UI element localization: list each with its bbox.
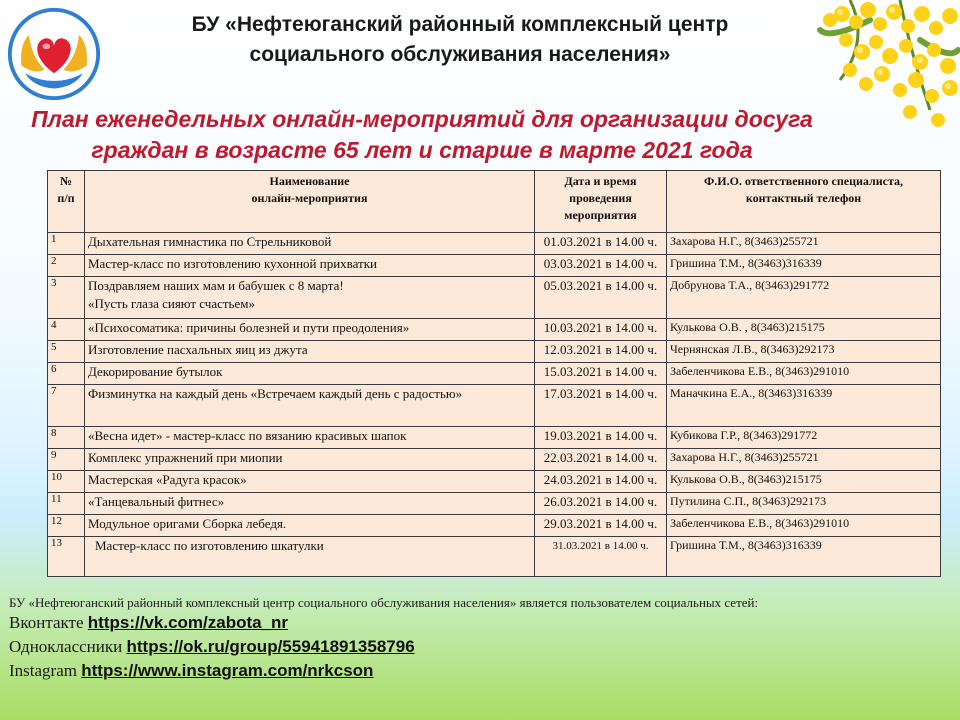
row-num: 8 <box>48 427 85 449</box>
header-date-line3: мероприятия <box>564 208 637 222</box>
table-row <box>48 493 941 515</box>
header-num-line1: № <box>59 174 73 188</box>
row-event-name: Дыхательная гимнастика по Стрельниковой <box>85 233 535 255</box>
table-header-row <box>48 171 941 233</box>
row-event-name: Комплекс упражнений при миопии <box>85 449 535 471</box>
row-event-name: Мастерская «Радуга красок» <box>85 471 535 493</box>
row-event-name: Мастер-класс по изготовлению шкатулки <box>85 537 535 577</box>
table-row <box>48 277 941 319</box>
row-num: 3 <box>48 277 85 319</box>
row-num: 9 <box>48 449 85 471</box>
header-num <box>48 171 85 233</box>
vk-line <box>9 611 879 635</box>
header-date-line1: Дата и время <box>564 174 637 188</box>
plan-title-line1: План еженедельных онлайн-мероприятий для организации досуга <box>31 106 813 132</box>
header-name-line2: онлайн-мероприятия <box>251 191 368 205</box>
table-row <box>48 341 941 363</box>
organization-title <box>110 10 810 70</box>
organization-logo <box>6 6 102 102</box>
events-table <box>47 170 941 577</box>
row-responsible: Добрунова Т.А., 8(3463)291772 <box>667 277 941 319</box>
social-networks-note: БУ «Нефтеюганский районный комплексный центр социального обслуживания населения» является пользователем социальных сетей: <box>9 595 759 610</box>
table-row <box>48 449 941 471</box>
row-date: 31.03.2021 в 14.00 ч. <box>535 537 667 577</box>
instagram-line <box>9 659 879 683</box>
row-date: 19.03.2021 в 14.00 ч. <box>535 427 667 449</box>
plan-title <box>0 104 844 166</box>
row-num: 6 <box>48 363 85 385</box>
row-responsible: Путилина С.П., 8(3463)292173 <box>667 493 941 515</box>
vk-label: Вконтакте <box>9 613 84 632</box>
header-date <box>535 171 667 233</box>
header-date-line2: проведения <box>569 191 632 205</box>
row-responsible: Гришина Т.М., 8(3463)316339 <box>667 255 941 277</box>
row-event-name: Изготовление пасхальных яиц из джута <box>85 341 535 363</box>
row-num: 10 <box>48 471 85 493</box>
row-responsible: Кубикова Г.Р., 8(3463)291772 <box>667 427 941 449</box>
row-num: 13 <box>48 537 85 577</box>
instagram-label: Instagram <box>9 661 77 680</box>
table-row <box>48 515 941 537</box>
vk-link[interactable]: https://vk.com/zabota_nr <box>87 613 289 632</box>
row-responsible: Гришина Т.М., 8(3463)316339 <box>667 537 941 577</box>
row-responsible: Маначкина Е.А., 8(3463)316339 <box>667 385 941 427</box>
row-date: 15.03.2021 в 14.00 ч. <box>535 363 667 385</box>
row-event-name: «Весна идет» - мастер-класс по вязанию красивых шапок <box>85 427 535 449</box>
row-num: 7 <box>48 385 85 427</box>
header-responsible <box>667 171 941 233</box>
row-num: 4 <box>48 319 85 341</box>
row-event-name: «Психосоматика: причины болезней и пути преодоления» <box>85 319 535 341</box>
row-responsible: Кулькова О.В., 8(3463)215175 <box>667 471 941 493</box>
header-num-line2: п/п <box>57 191 75 205</box>
ok-link[interactable]: https://ok.ru/group/55941891358796 <box>126 637 415 656</box>
row-date: 29.03.2021 в 14.00 ч. <box>535 515 667 537</box>
header-resp-line1: Ф.И.О. ответственного специалиста, <box>703 174 904 188</box>
row-event-name-line1: Поздравляем наших мам и бабушек с 8 марта! <box>88 278 344 293</box>
row-event-name: Декорирование бутылок <box>85 363 535 385</box>
table-row <box>48 233 941 255</box>
row-date: 24.03.2021 в 14.00 ч. <box>535 471 667 493</box>
row-date: 05.03.2021 в 14.00 ч. <box>535 277 667 319</box>
row-date: 26.03.2021 в 14.00 ч. <box>535 493 667 515</box>
row-responsible: Забеленчикова Е.В., 8(3463)291010 <box>667 515 941 537</box>
row-event-name <box>85 277 535 319</box>
ok-line <box>9 635 879 659</box>
row-responsible: Кулькова О.В. , 8(3463)215175 <box>667 319 941 341</box>
row-num: 12 <box>48 515 85 537</box>
table-row <box>48 255 941 277</box>
row-event-name-line2: «Пусть глаза сияют счастьем» <box>88 296 255 311</box>
row-event-name: «Танцевальный фитнес» <box>85 493 535 515</box>
header-name-line1: Наименование <box>269 174 350 188</box>
table-row <box>48 385 941 427</box>
row-date: 03.03.2021 в 14.00 ч. <box>535 255 667 277</box>
plan-title-line2: граждан в возрасте 65 лет и старше в марте 2021 года <box>91 137 753 163</box>
footer <box>9 594 879 683</box>
row-date: 12.03.2021 в 14.00 ч. <box>535 341 667 363</box>
org-title-line2: социального обслуживания населения» <box>249 43 671 66</box>
table-row <box>48 471 941 493</box>
org-title-line1: БУ «Нефтеюганский районный комплексный центр <box>191 13 729 36</box>
row-num: 2 <box>48 255 85 277</box>
row-responsible: Захарова Н.Г., 8(3463)255721 <box>667 449 941 471</box>
row-responsible: Забеленчикова Е.В., 8(3463)291010 <box>667 363 941 385</box>
table-row <box>48 363 941 385</box>
row-date: 10.03.2021 в 14.00 ч. <box>535 319 667 341</box>
instagram-link[interactable]: https://www.instagram.com/nrkcson <box>81 661 374 680</box>
row-num: 11 <box>48 493 85 515</box>
row-num: 1 <box>48 233 85 255</box>
row-event-name: Модульное оригами Сборка лебедя. <box>85 515 535 537</box>
row-responsible: Захарова Н.Г., 8(3463)255721 <box>667 233 941 255</box>
row-num: 5 <box>48 341 85 363</box>
header-name <box>85 171 535 233</box>
header-resp-line2: контактный телефон <box>745 191 862 205</box>
row-responsible: Чернянская Л.В., 8(3463)292173 <box>667 341 941 363</box>
row-date: 17.03.2021 в 14.00 ч. <box>535 385 667 427</box>
ok-label: Одноклассники <box>9 637 123 656</box>
table-row <box>48 537 941 577</box>
table-row <box>48 319 941 341</box>
row-event-name: Мастер-класс по изготовлению кухонной прихватки <box>85 255 535 277</box>
row-event-name: Физминутка на каждый день «Встречаем каждый день с радостью» <box>85 385 535 427</box>
row-date: 22.03.2021 в 14.00 ч. <box>535 449 667 471</box>
table-row <box>48 427 941 449</box>
row-date: 01.03.2021 в 14.00 ч. <box>535 233 667 255</box>
